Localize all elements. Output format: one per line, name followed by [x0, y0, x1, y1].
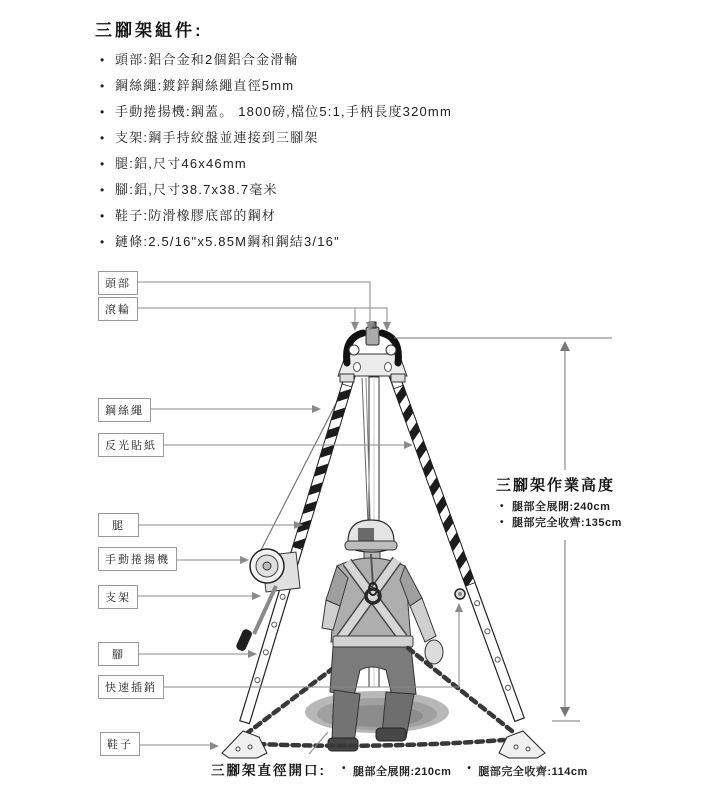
part-label-wire-rope: 鋼絲繩: [98, 398, 151, 422]
diameter-opening-title: 三腳架直徑開口:: [211, 763, 326, 778]
winch-crank-grip: [235, 628, 253, 652]
part-label-foot: 腳: [98, 642, 139, 666]
tripod-head: [338, 322, 407, 382]
quick-release-pin: [455, 589, 465, 599]
spec-item-wire-rope: • 鋼絲繩:鍍鋅鋼絲繩直徑5mm: [100, 73, 452, 99]
working-height-title: 三腳架作業高度: [496, 477, 616, 494]
part-label-pulley: 滾輪: [98, 297, 138, 321]
spec-item-leg: • 腿:鋁,尺寸46x46mm: [100, 151, 452, 177]
spec-item-foot: • 腳:鋁,尺寸38.7x38.7毫米: [100, 177, 452, 203]
spec-item-bracket: • 支架:鋼手持絞盤並連接到三腳架: [100, 125, 452, 151]
spec-item-head: • 頭部:鋁合金和2個鋁合金滑輪: [100, 47, 452, 73]
part-label-quick-pin: 快速插銷: [98, 675, 164, 699]
foot-plate-left: [222, 731, 267, 758]
part-label-manual-winch: 手動捲揚機: [98, 547, 177, 571]
manhole: [305, 691, 449, 733]
hard-hat: [345, 520, 397, 552]
diameter-opening-note: [211, 759, 588, 779]
spec-item-chain: • 鏈條:2.5/16"x5.85M鋼和鋼結3/16": [100, 229, 452, 255]
part-label-reflective-sticker: 反光貼紙: [98, 433, 164, 457]
foot-plate-right: [499, 731, 545, 758]
spec-item-winch: • 手動捲揚機:鋼蓋。 1800磅,檔位5:1,手柄長度320mm: [100, 99, 452, 125]
head-eyebolt: [366, 327, 379, 345]
worker-glove: [425, 640, 443, 664]
part-label-head: 頭部: [98, 271, 138, 295]
working-height-items: [500, 499, 686, 531]
pulley-right: [386, 345, 396, 355]
working-height-closed: • 腿部完全收齊:135cm: [500, 515, 686, 531]
diameter-opening-closed: • 腿部完全收齊:114cm: [467, 763, 587, 779]
spec-item-shoe: • 鞋子:防滑橡膠底部的鋼材: [100, 203, 452, 229]
page-title: 三腳架組件:: [95, 21, 204, 40]
working-height-note: [496, 474, 686, 531]
pulley-left: [349, 345, 359, 355]
part-label-leg: 腿: [98, 513, 139, 537]
working-height-extended: • 腿部全展開:240cm: [500, 499, 686, 515]
harness-belt: [333, 636, 413, 647]
diameter-opening-extended: • 腿部全展開:210cm: [342, 763, 451, 779]
worker-boot-right: [376, 728, 406, 741]
component-spec-list: [100, 47, 452, 255]
part-label-bracket: 支架: [98, 585, 138, 609]
part-label-shoe: 鞋子: [100, 732, 140, 756]
